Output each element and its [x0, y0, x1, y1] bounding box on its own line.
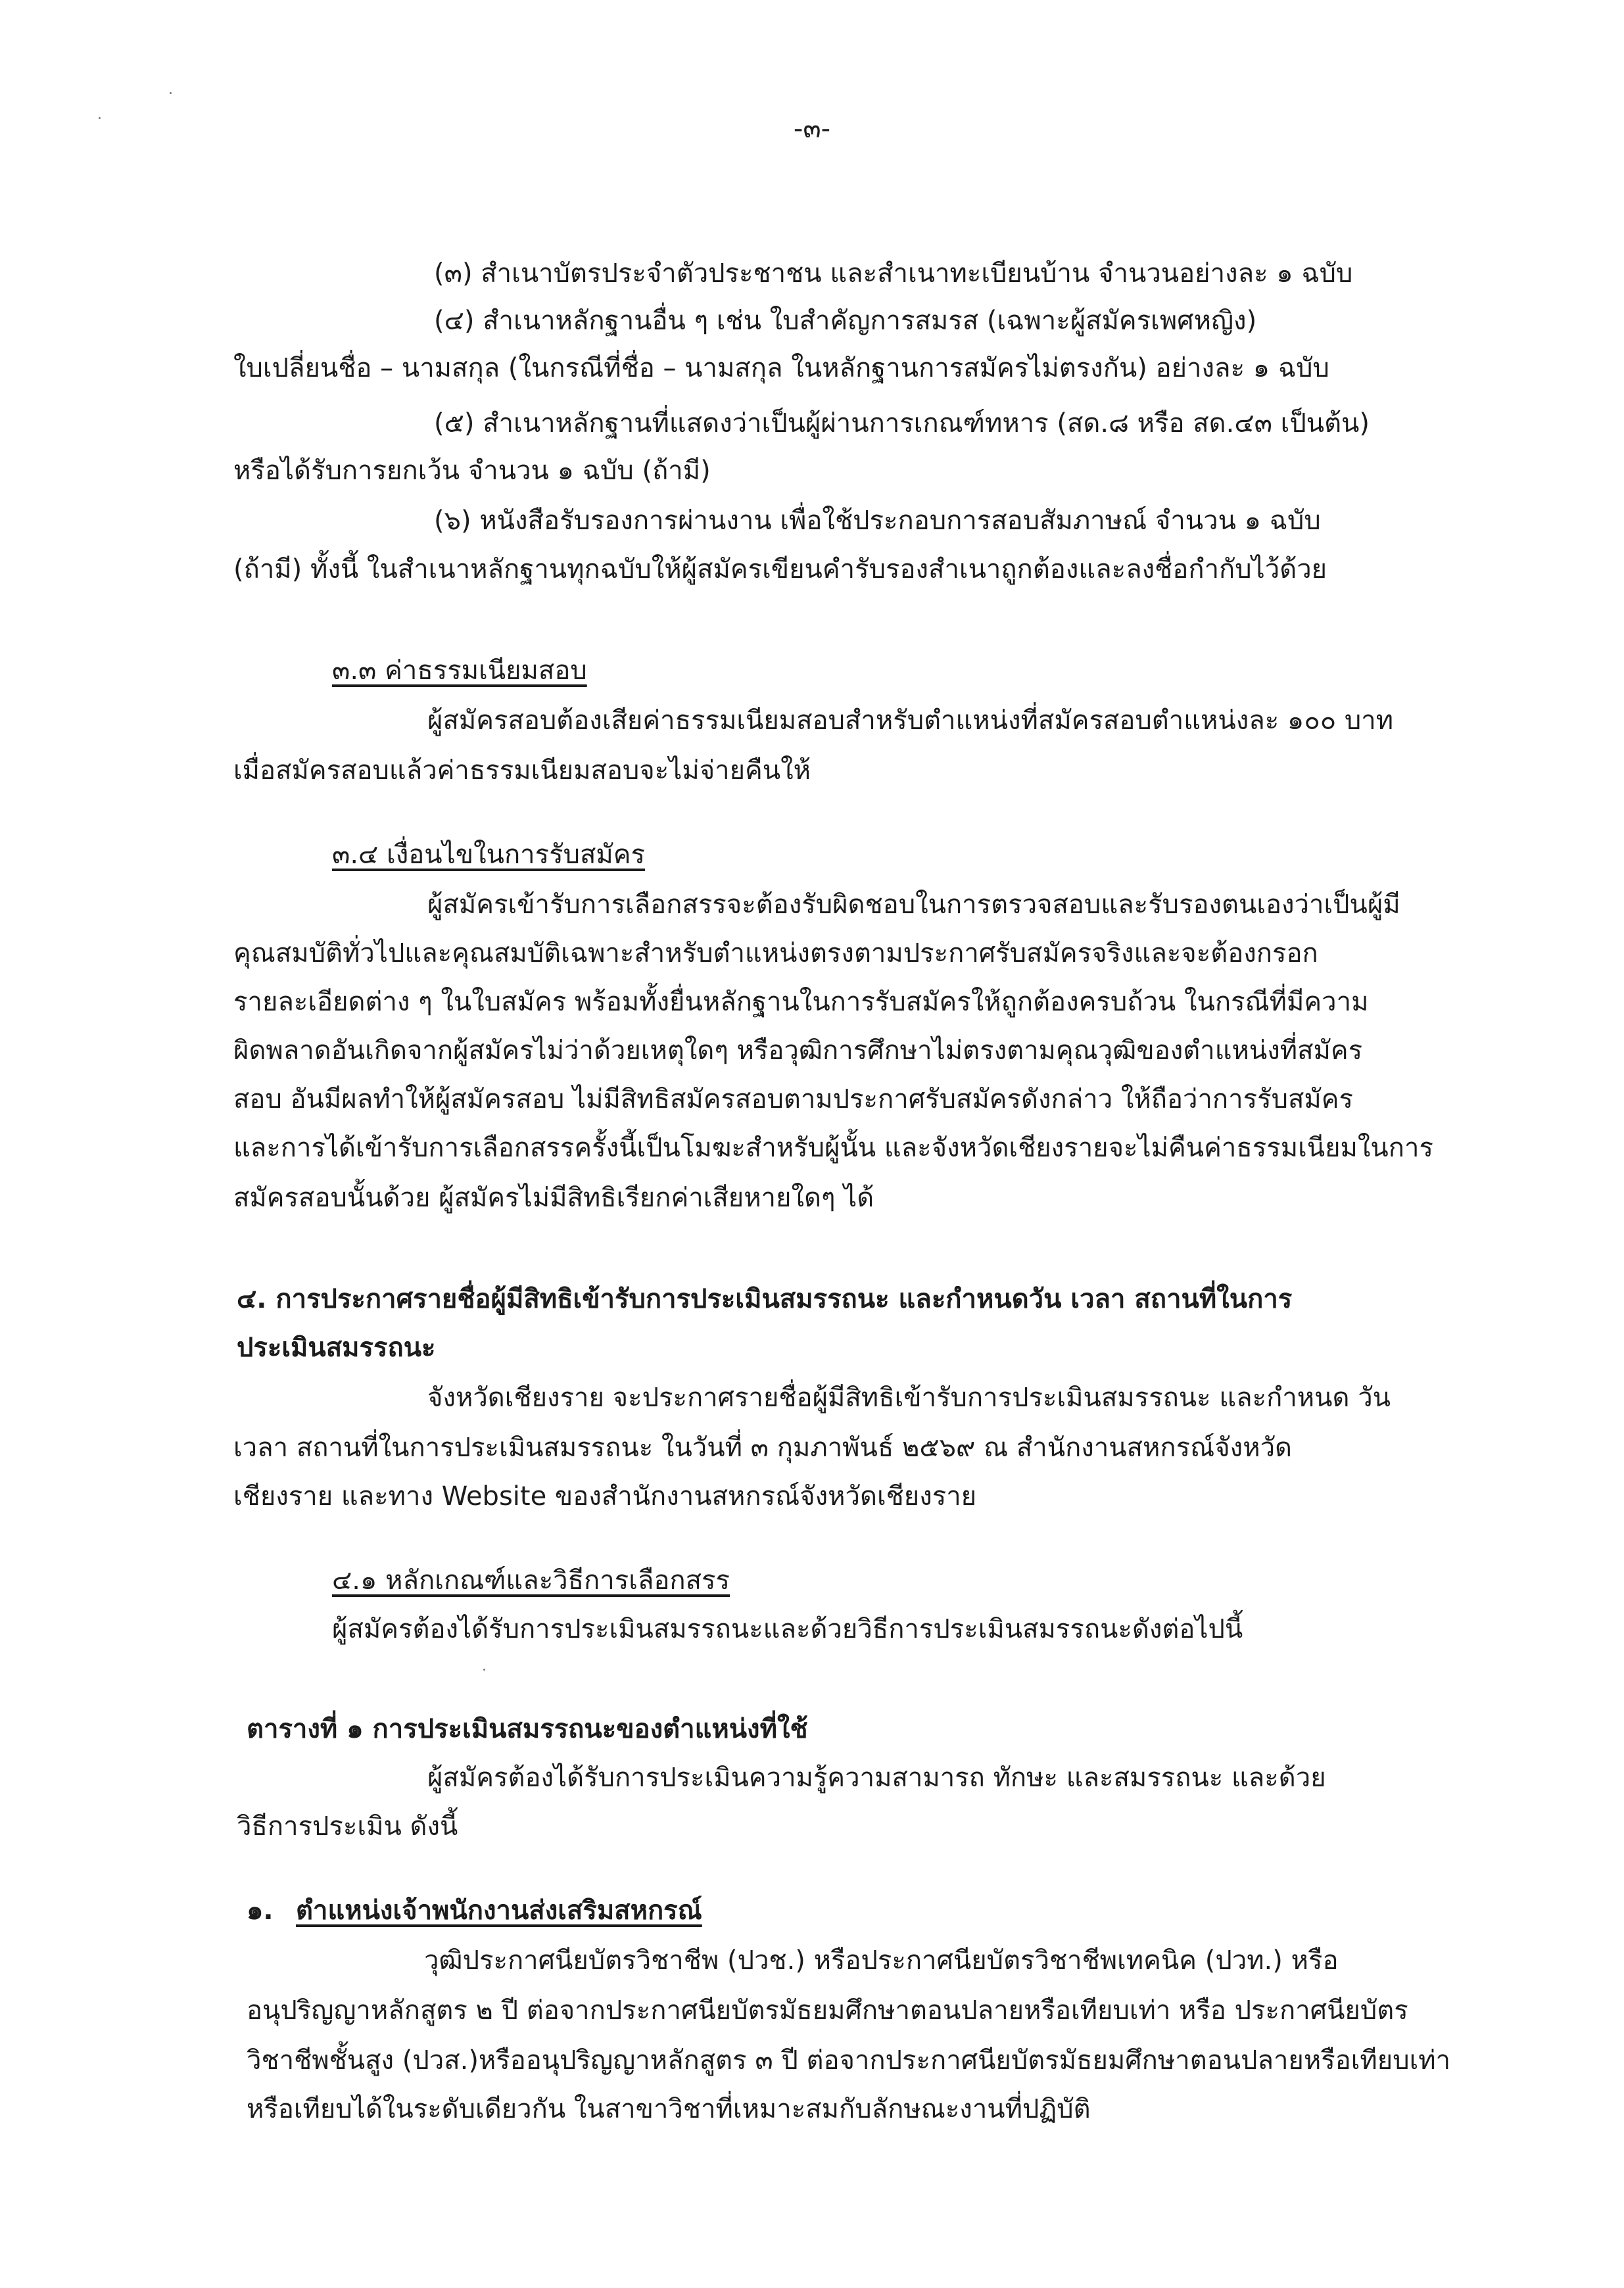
section-3-4-line: คุณสมบัติทั่วไปและคุณสมบัติเฉพาะสำหรับตำแหน่งตรงตามประกาศรับสมัครจริงและจะต้องกรอก	[233, 938, 1318, 968]
section-4-line: เวลา สถานที่ในการประเมินสมรรถนะ ในวันที่ ๓ กุมภาพันธ์ ๒๕๖๙ ณ สำนักงานสหกรณ์จังหวัด	[233, 1433, 1292, 1463]
position-1-line: หรือเทียบได้ในระดับเดียวกัน ในสาขาวิชาที่เหมาะสมกับลักษณะงานที่ปฏิบัติ	[247, 2094, 1091, 2124]
document-item-5-continued: หรือได้รับการยกเว้น จำนวน ๑ ฉบับ (ถ้ามี)	[233, 456, 711, 486]
section-3-4-line: สอบ อันมีผลทำให้ผู้สมัครสอบ ไม่มีสิทธิสมัครสอบตามประกาศรับสมัครดังกล่าว ให้ถือว่าการรับสมัคร	[233, 1084, 1353, 1114]
scan-speck	[483, 1669, 485, 1671]
section-3-3-text: ผู้สมัครสอบต้องเสียค่าธรรมเนียมสอบสำหรับตำแหน่งที่สมัครสอบตำแหน่งละ ๑๐๐ บาท	[427, 705, 1394, 736]
document-item-4-continued: ใบเปลี่ยนชื่อ – นามสกุล (ในกรณีที่ชื่อ – นามสกุล ในหลักฐานการสมัครไม่ตรงกัน) อย่างละ ๑ ฉบับ	[233, 353, 1329, 383]
position-1-line: วิชาชีพชั้นสูง (ปวส.)หรืออนุปริญญาหลักสูตร ๓ ปี ต่อจากประกาศนียบัตรมัธยมศึกษาตอนปลายหรือเทียบเท่า	[247, 2045, 1451, 2076]
section-3-3-text-continued: เมื่อสมัครสอบแล้วค่าธรรมเนียมสอบจะไม่จ่ายคืนให้	[233, 755, 811, 786]
section-4-heading: ๔. การประกาศรายชื่อผู้มีสิทธิเข้ารับการประเมินสมรรถนะ และกำหนดวัน เวลา สถานที่ในการ	[237, 1284, 1293, 1314]
position-1-line: อนุปริญญาหลักสูตร ๒ ปี ต่อจากประกาศนียบัตรมัธยมศึกษาตอนปลายหรือเทียบเท่า หรือ ประกาศนียบัตร	[247, 1995, 1408, 2026]
section-4-1-text: ผู้สมัครต้องได้รับการประเมินสมรรถนะและด้วยวิธีการประเมินสมรรถนะดังต่อไปนี้	[332, 1614, 1243, 1644]
section-3-4-line: และการได้เข้ารับการเลือกสรรครั้งนี้เป็นโมฆะสำหรับผู้นั้น และจังหวัดเชียงรายจะไม่คืนค่าธรรมเนียมในการ	[233, 1133, 1433, 1163]
position-1-number: ๑.	[247, 1895, 274, 1926]
section-3-3-heading: ๓.๓ ค่าธรรมเนียมสอบ	[332, 655, 587, 686]
document-item-3: (๓) สำเนาบัตรประจำตัวประชาชน และสำเนาทะเบียนบ้าน จำนวนอย่างละ ๑ ฉบับ	[434, 258, 1353, 289]
section-3-4-line: ผู้สมัครเข้ารับการเลือกสรรจะต้องรับผิดชอบในการตรวจสอบและรับรองตนเองว่าเป็นผู้มี	[427, 890, 1400, 920]
section-4-1-heading: ๔.๑ หลักเกณฑ์และวิธีการเลือกสรร	[332, 1565, 730, 1596]
table-1-text: ผู้สมัครต้องได้รับการประเมินความรู้ความสามารถ ทักษะ และสมรรถนะ และด้วย	[427, 1763, 1326, 1793]
document-item-6-continued: (ถ้ามี) ทั้งนี้ ในสำเนาหลักฐานทุกฉบับให้ผู้สมัครเขียนคำรับรองสำเนาถูกต้องและลงชื่อกำกับไว้ด้วย	[233, 554, 1327, 584]
position-1-line: วุฒิประกาศนียบัตรวิชาชีพ (ปวช.) หรือประกาศนียบัตรวิชาชีพเทคนิค (ปวท.) หรือ	[424, 1945, 1339, 1976]
section-4-line: จังหวัดเชียงราย จะประกาศรายชื่อผู้มีสิทธิเข้ารับการประเมินสมรรถนะ และกำหนด วัน	[427, 1383, 1391, 1413]
section-4-heading-continued: ประเมินสมรรถนะ	[237, 1333, 436, 1363]
section-3-4-line: ผิดพลาดอันเกิดจากผู้สมัครไม่ว่าด้วยเหตุใดๆ หรือวุฒิการศึกษาไม่ตรงตามคุณวุฒิของตำแหน่งที่สมัคร	[233, 1036, 1363, 1066]
document-item-6: (๖) หนังสือรับรองการผ่านงาน เพื่อใช้ประกอบการสอบสัมภาษณ์ จำนวน ๑ ฉบับ	[434, 506, 1321, 536]
document-item-5: (๕) สำเนาหลักฐานที่แสดงว่าเป็นผู้ผ่านการเกณฑ์ทหาร (สด.๘ หรือ สด.๔๓ เป็นต้น)	[434, 408, 1370, 439]
table-1-text-continued: วิธีการประเมิน ดังนี้	[237, 1811, 458, 1842]
section-3-4-heading: ๓.๔ เงื่อนไขในการรับสมัคร	[332, 840, 646, 870]
page-number: -๓-	[793, 114, 831, 144]
section-3-4-line: สมัครสอบนั้นด้วย ผู้สมัครไม่มีสิทธิเรียกค่าเสียหายใดๆ ได้	[233, 1183, 874, 1213]
document-item-4: (๔) สำเนาหลักฐานอื่น ๆ เช่น ใบสำคัญการสมรส (เฉพาะผู้สมัครเพศหญิง)	[434, 306, 1257, 336]
section-4-line: เชียงราย และทาง Website ของสำนักงานสหกรณ์จังหวัดเชียงราย	[233, 1481, 977, 1512]
scan-speck	[170, 92, 172, 94]
section-3-4-line: รายละเอียดต่าง ๆ ในใบสมัคร พร้อมทั้งยื่นหลักฐานในการรับสมัครให้ถูกต้องครบถ้วน ในกรณีที่มีความ	[233, 987, 1369, 1017]
position-1-title: ตำแหน่งเจ้าพนักงานส่งเสริมสหกรณ์	[296, 1895, 702, 1926]
table-1-heading: ตารางที่ ๑ การประเมินสมรรถนะของตำแหน่งที่ใช้	[247, 1714, 808, 1744]
scan-speck	[99, 117, 101, 119]
